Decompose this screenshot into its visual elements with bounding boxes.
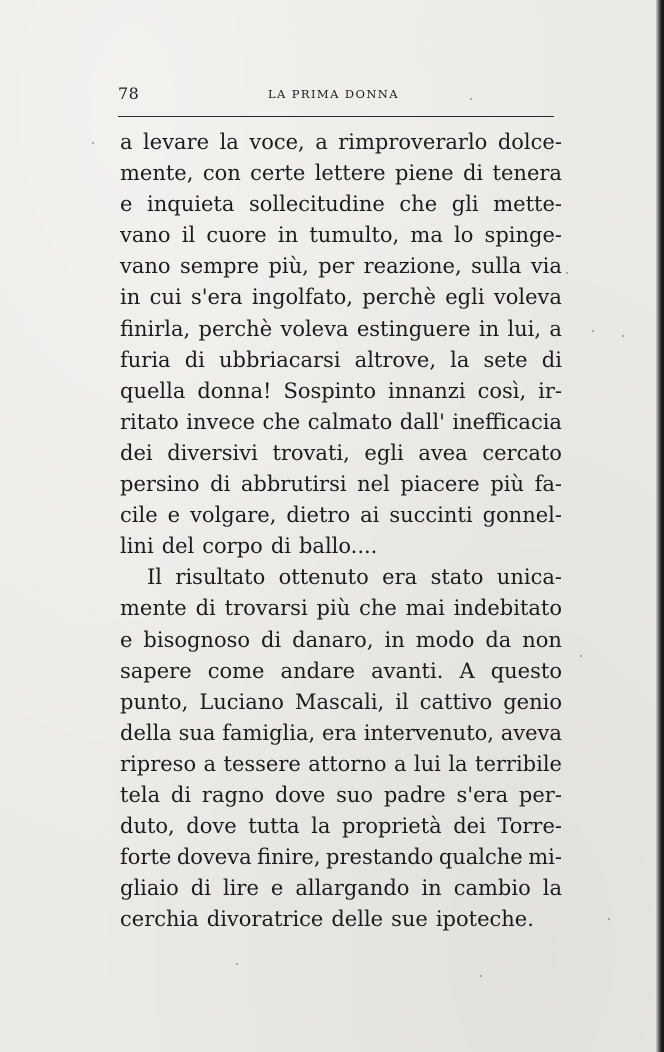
text-line: [120, 687, 562, 718]
text-word: attorno: [308, 751, 387, 776]
text-line: [120, 438, 562, 469]
text-word: vano: [120, 254, 171, 279]
text-word: voleva: [493, 285, 562, 310]
text-word: terribile: [475, 751, 562, 776]
text-word: Il: [147, 565, 163, 590]
text-word: la: [311, 814, 331, 839]
text-word: in: [277, 223, 299, 248]
text-word: estinguere: [356, 316, 471, 341]
text-word: di: [184, 347, 205, 372]
text-word: così,: [477, 378, 527, 403]
text-word: tessere: [223, 751, 301, 776]
text-word: questo: [490, 658, 562, 683]
text-word: corpo: [202, 534, 263, 559]
text-word: dolce-: [497, 130, 562, 154]
text-line: [120, 873, 562, 904]
text-word: rimproverarlo: [338, 130, 488, 154]
text-word: sua: [178, 720, 216, 745]
text-word: di: [210, 472, 231, 497]
text-word: cuore: [206, 223, 267, 248]
text-word: ma: [410, 223, 443, 248]
text-word: innanzi: [388, 378, 466, 403]
text-word: del: [161, 534, 195, 559]
text-word: nel: [357, 472, 390, 497]
text-word: a: [120, 130, 133, 154]
text-word: finirla,: [120, 316, 191, 341]
text-word: donna!: [197, 378, 272, 403]
text-word: doveva: [176, 845, 252, 870]
text-word: punto,: [120, 689, 189, 714]
text-word: in: [421, 876, 442, 901]
text-word: dall': [399, 409, 445, 434]
text-word: famiglia,: [222, 720, 316, 745]
text-word: altrove,: [354, 347, 436, 372]
text-word: tumulto,: [309, 223, 400, 248]
text-word: bisognoso: [143, 627, 251, 652]
page-number: 78: [118, 84, 140, 103]
text-word: certe: [250, 161, 306, 186]
text-line: [120, 749, 562, 780]
text-line: [120, 811, 562, 842]
text-word: sulla: [471, 254, 522, 279]
text-word: di: [170, 782, 192, 807]
text-word: lui: [413, 751, 441, 776]
text-word: s'era: [456, 782, 509, 807]
text-word: andare: [280, 658, 356, 683]
text-word: non: [522, 627, 562, 652]
text-word: dei: [120, 440, 153, 465]
text-word: ripreso: [120, 751, 197, 776]
text-word: da: [485, 627, 512, 652]
text-word: per: [318, 254, 355, 279]
text-word: trovarsi: [224, 596, 308, 621]
text-word: cile: [120, 503, 158, 528]
text-word: s'era: [190, 285, 243, 310]
text-word: come: [207, 658, 265, 683]
text-line: [120, 469, 562, 500]
text-word: gli: [451, 192, 479, 217]
text-word: di: [261, 627, 282, 652]
running-title: LA PRIMA DONNA: [268, 87, 399, 101]
text-word: egli: [445, 285, 485, 310]
text-word: che: [262, 409, 301, 434]
text-line: [120, 314, 562, 345]
text-line: [120, 904, 562, 935]
text-word: modo: [415, 627, 475, 652]
text-word: più: [490, 472, 524, 497]
text-word: tutta: [248, 814, 300, 839]
print-speck: [580, 655, 582, 657]
text-line: [120, 531, 562, 562]
text-word: sete: [483, 347, 528, 372]
print-speck: [608, 918, 610, 920]
page-header: [118, 84, 552, 104]
text-word: delle: [331, 907, 384, 932]
text-word: lire: [222, 876, 259, 901]
text-word: ottenuto: [278, 565, 369, 590]
text-word: di: [462, 161, 484, 186]
text-word: era: [382, 565, 418, 590]
text-line: [120, 189, 562, 220]
text-word: trovati,: [272, 440, 350, 465]
text-word: mai: [405, 596, 445, 621]
text-word: perchè: [198, 316, 273, 341]
text-word: abbrutirsi: [240, 472, 347, 497]
text-word: quella: [120, 378, 186, 403]
print-speck: [92, 142, 94, 144]
text-line: [120, 127, 562, 158]
print-speck: [622, 335, 624, 337]
text-word: piene: [395, 161, 454, 186]
text-line: [120, 407, 562, 438]
text-word: della: [120, 720, 172, 745]
text-line: [120, 593, 562, 624]
text-word: di: [541, 347, 562, 372]
text-word: a: [393, 751, 407, 776]
text-word: più,: [268, 254, 309, 279]
text-word: e: [120, 192, 133, 217]
text-word: via: [530, 254, 562, 279]
text-word: dietro: [286, 503, 351, 528]
text-word: e: [270, 876, 284, 901]
text-word: lo: [454, 223, 474, 248]
text-word: ai: [360, 503, 380, 528]
print-speck: [480, 975, 482, 977]
text-line: [120, 842, 562, 873]
text-word: forte: [120, 845, 172, 870]
text-word: Mascali,: [295, 689, 385, 714]
text-word: mi-: [528, 845, 562, 870]
text-word: vano: [120, 223, 171, 248]
text-word: unica-: [496, 565, 562, 590]
text-word: più: [316, 596, 351, 621]
text-word: gonnel-: [482, 503, 562, 528]
text-line: [120, 220, 562, 251]
text-line: [120, 251, 562, 282]
text-word: cambio: [453, 876, 531, 901]
text-word: per-: [518, 782, 562, 807]
text-word: dove: [274, 782, 326, 807]
text-word: cerchia: [120, 907, 199, 932]
print-speck: [566, 272, 568, 274]
text-word: divoratrice: [206, 907, 324, 932]
text-word: succinti: [389, 503, 473, 528]
text-word: sollecitudine: [248, 192, 385, 217]
text-word: Luciano: [199, 689, 284, 714]
text-word: spinge-: [484, 223, 562, 248]
text-word: avanti.: [371, 658, 444, 683]
text-word: duto,: [120, 814, 175, 839]
body-text: [120, 127, 562, 935]
text-word: in: [120, 285, 141, 310]
text-word: inquieta: [147, 192, 235, 217]
text-word: mette-: [493, 192, 562, 217]
text-word: levare: [143, 130, 210, 154]
text-word: proprietà: [341, 814, 442, 839]
text-word: dei: [453, 814, 486, 839]
text-word: che: [399, 192, 438, 217]
text-word: prestando: [326, 845, 434, 870]
text-word: ubbriacarsi: [219, 347, 341, 372]
text-word: con: [202, 161, 241, 186]
text-word: ritato: [120, 409, 179, 434]
text-word: in: [478, 316, 500, 341]
text-word: avea: [418, 440, 468, 465]
text-word: che: [359, 596, 397, 621]
text-word: inefficacia: [452, 409, 562, 434]
text-word: tenera: [492, 161, 562, 186]
text-word: era: [321, 720, 357, 745]
text-word: persino: [120, 472, 200, 497]
text-word: e: [167, 503, 181, 528]
text-word: lui,: [507, 316, 542, 341]
text-word: mente: [120, 596, 187, 621]
text-word: A: [459, 658, 475, 683]
print-speck: [470, 98, 472, 100]
print-speck: [236, 963, 238, 965]
text-word: mente,: [120, 161, 194, 186]
text-word: a: [203, 751, 217, 776]
text-word: invece: [186, 409, 256, 434]
text-word: di: [190, 876, 211, 901]
text-word: e: [120, 627, 133, 652]
text-word: stato: [430, 565, 484, 590]
text-word: padre: [383, 782, 446, 807]
text-word: genio: [503, 689, 562, 714]
text-line: [120, 345, 562, 376]
text-word: il: [395, 689, 409, 714]
text-word: dove: [186, 814, 237, 839]
text-word: ragno: [201, 782, 265, 807]
text-word: Torre-: [497, 814, 562, 839]
text-word: qualche: [438, 845, 523, 870]
text-word: risultato: [175, 565, 266, 590]
text-word: suo: [336, 782, 374, 807]
text-word: lettere: [314, 161, 386, 186]
text-word: cattivo: [419, 689, 493, 714]
text-word: gliaio: [120, 876, 179, 901]
text-line: [120, 656, 562, 687]
text-word: sempre: [180, 254, 260, 279]
text-word: indebitato: [453, 596, 562, 621]
text-line: [120, 500, 562, 531]
text-word: ir-: [538, 378, 562, 403]
text-word: cercato: [482, 440, 562, 465]
text-word: intervenuto,: [363, 720, 494, 745]
text-line: [120, 158, 562, 189]
text-word: a: [549, 316, 562, 341]
text-word: voleva: [280, 316, 349, 341]
text-word: la: [450, 347, 470, 372]
text-word: di: [195, 596, 216, 621]
text-line: [120, 718, 562, 749]
text-word: calmato: [307, 409, 393, 434]
text-word: diversivi: [167, 440, 258, 465]
text-word: voce,: [249, 130, 305, 154]
text-line: [120, 376, 562, 407]
text-word: sue: [391, 907, 428, 932]
text-word: reazione,: [363, 254, 462, 279]
text-word: danaro,: [292, 627, 374, 652]
header-rule: [118, 116, 554, 117]
text-word: fa-: [534, 472, 562, 497]
text-word: ipoteche.: [435, 907, 534, 932]
text-word: di: [270, 534, 291, 559]
text-word: sapere: [120, 658, 192, 683]
text-word: ingolfato,: [251, 285, 353, 310]
text-word: in: [384, 627, 405, 652]
text-word: il: [181, 223, 196, 248]
text-word: finire,: [257, 845, 321, 870]
text-word: Sospinto: [283, 378, 377, 403]
text-word: lini: [120, 534, 154, 559]
text-word: allargando: [295, 876, 410, 901]
text-word: aveva: [500, 720, 562, 745]
text-word: a: [315, 130, 328, 154]
text-line: [120, 282, 562, 313]
text-word: volgare,: [190, 503, 277, 528]
page-edge-shadow: [656, 0, 664, 1052]
text-word: la: [542, 876, 562, 901]
text-line: [120, 625, 562, 656]
text-word: tela: [120, 782, 161, 807]
text-word: egli: [364, 440, 404, 465]
text-word: ballo....: [298, 534, 378, 559]
text-word: cui: [149, 285, 182, 310]
text-word: piacere: [400, 472, 480, 497]
text-word: perchè: [362, 285, 436, 310]
print-speck: [592, 330, 594, 332]
text-word: la: [219, 130, 239, 154]
text-line: [120, 780, 562, 811]
text-word: furia: [120, 347, 171, 372]
text-line: [120, 562, 562, 593]
text-word: la: [448, 751, 468, 776]
